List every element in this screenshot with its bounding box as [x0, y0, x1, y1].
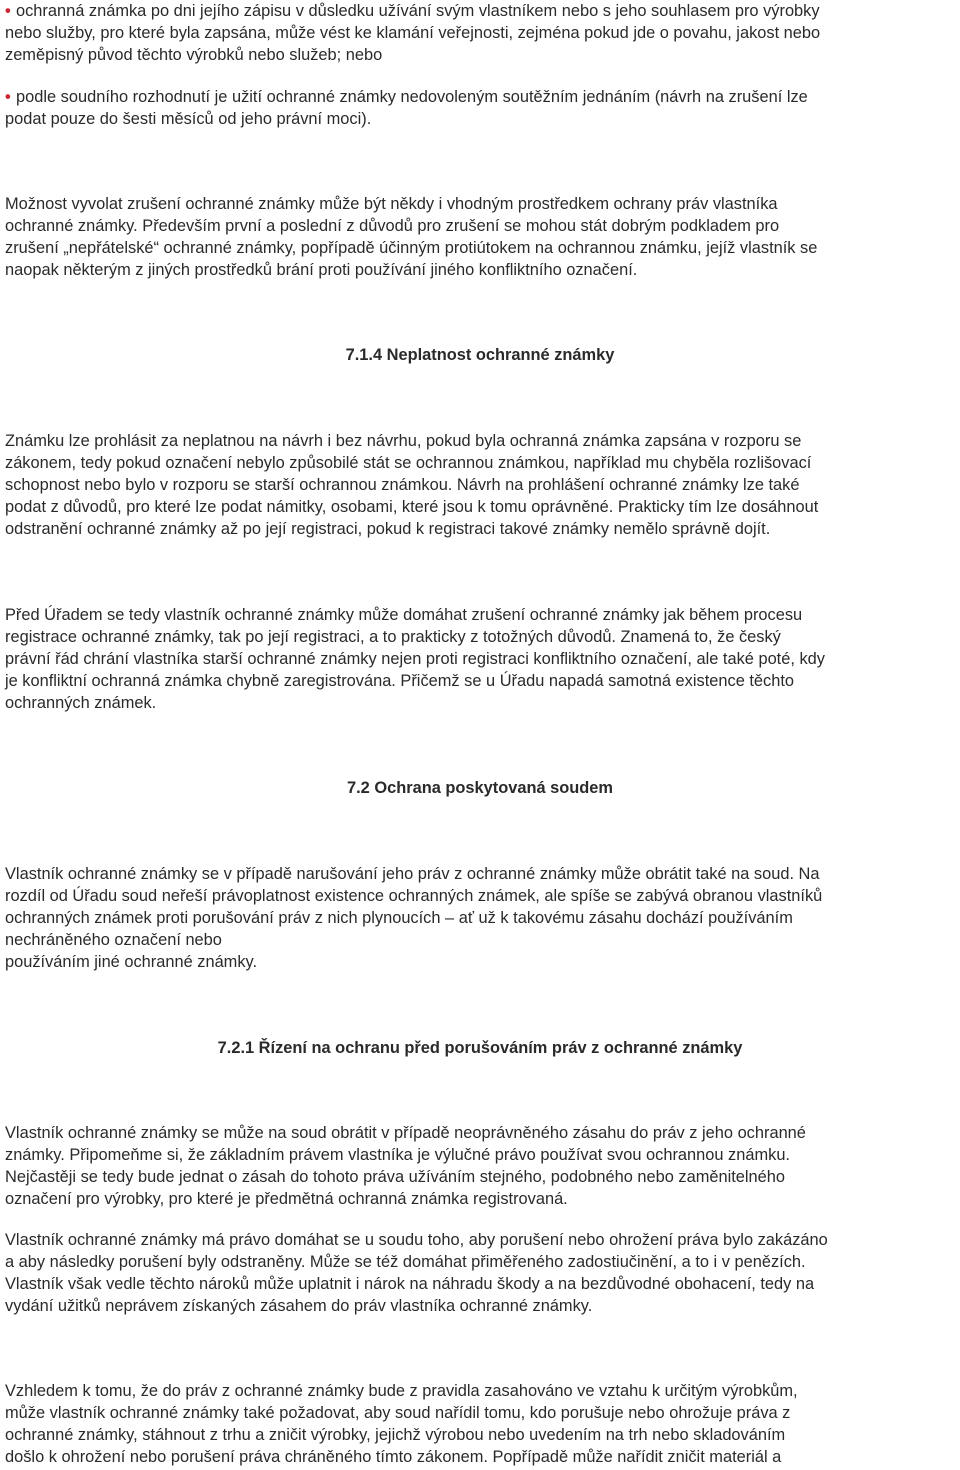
paragraph-line: podat z důvodů, pro které lze podat námitky, osobami, které jsou k tomu oprávněné. Prakticky tím lze dosáhnout [5, 498, 819, 516]
paragraph-6 [5, 1229, 955, 1317]
paragraph-line: Vlastník ochranné známky se v případě narušování jeho práv z ochranné známky může obrátit také na soud. Na [5, 865, 820, 883]
bullet-line: podat pouze do šesti měsíců od jeho právní moci). [5, 110, 372, 128]
paragraph-line: ochranných známek. [5, 694, 157, 712]
paragraph-line: registrace ochranné známky, tak po její registraci, a to prakticky z totožných důvodů. Znamená to, že český [5, 628, 781, 646]
paragraph-line: Vlastník však vedle těchto nároků může uplatnit i nárok na náhradu škody a na bezdůvodné obohacení, tedy na [5, 1275, 815, 1293]
paragraph-line: schopnost nebo bylo v rozporu se starší ochrannou známkou. Návrh na prohlášení ochranné známky lze také [5, 476, 800, 494]
bullet-text: podle soudního rozhodnutí je užití ochranné známky nedovoleným soutěžním jednáním (návrh na zrušení lze [16, 88, 808, 106]
paragraph-line: došlo k ohrožení nebo porušení práva chráněného tímto zákonem. Popřípadě může nařídit zničit materiál a [5, 1448, 782, 1466]
section-heading-7-2-1: 7.2.1 Řízení na ochranu před porušováním práv z ochranné známky [217, 1039, 743, 1057]
paragraph-line: Známku lze prohlásit za neplatnou na návrh i bez návrhu, pokud byla ochranná známka zapsána v rozporu se [5, 432, 802, 450]
bullet-item-1 [5, 0, 955, 66]
paragraph-line: je konfliktní ochranná známka chybně zaregistrována. Přičemž se u Úřadu napadá samotná existence těchto [5, 672, 795, 690]
paragraph-4 [5, 863, 955, 973]
paragraph-line: označení pro výrobky, pro které je předmětná ochranná známka registrovaná. [5, 1190, 568, 1208]
paragraph-line: rozdíl od Úřadu soud neřeší právoplatnost existence ochranných známek, ale spíše se zabývá obranou vlastníků [5, 887, 823, 905]
paragraph-1 [5, 193, 955, 281]
paragraph-line: může vlastník ochranné známky také požadovat, aby soud nařídil tomu, kdo porušuje nebo ohrožuje práva z [5, 1404, 791, 1422]
paragraph-line: používáním jiné ochranné známky. [5, 953, 258, 971]
paragraph-7 [5, 1380, 955, 1468]
paragraph-line: ochranných známek proti porušování práv z nich plynoucích – ať už k takovému zásahu dochází používáním [5, 909, 793, 927]
paragraph-line: odstranění ochranné známky až po její registraci, pokud k registraci takové známky nemělo správně dojít. [5, 520, 771, 538]
bullet-line: zeměpisný původ těchto výrobků nebo služeb; nebo [5, 46, 383, 64]
paragraph-line: Před Úřadem se tedy vlastník ochranné známky může domáhat zrušení ochranné známky jak během procesu [5, 606, 803, 624]
bullet-marker: • [5, 88, 11, 106]
paragraph-line: vydání užitků neprávem získaných zásahem do práv vlastníka ochranné známky. [5, 1297, 593, 1315]
paragraph-line: právní řád chrání vlastníka starší ochranné známky nejen proti registraci konfliktního označení, ale také poté, kdy [5, 650, 825, 668]
paragraph-line: nechráněného označení nebo [5, 931, 222, 949]
paragraph-2 [5, 430, 955, 540]
paragraph-line: ochranné známky, stáhnout z trhu a zničit výrobky, jejichž výrobou nebo uvedením na trh nebo skladováním [5, 1426, 786, 1444]
paragraph-line: známky. Připomeňme si, že základním právem vlastníka je výlučné právo používat svou ochrannou známku. [5, 1146, 790, 1164]
bullet-marker: • [5, 2, 11, 20]
paragraph-line: zrušení „nepřátelské“ ochranné známky, popřípadě účinným protiútokem na ochrannou známku, jejíž vlastník se [5, 239, 818, 257]
paragraph-line: Vlastník ochranné známky má právo domáhat se u soudu toho, aby porušení nebo ohrožení práva bylo zakázáno [5, 1231, 828, 1249]
bullet-text: ochranná známka po dni jejího zápisu v důsledku užívání svým vlastníkem nebo s jeho souhlasem pro výrobky [16, 2, 820, 20]
paragraph-line: zákonem, tedy pokud označení nebylo způsobilé stát se ochrannou známkou, například mu chyběla rozlišovací [5, 454, 812, 472]
paragraph-line: Vlastník ochranné známky se může na soud obrátit v případě neoprávněného zásahu do práv z jeho ochranné [5, 1124, 806, 1142]
paragraph-line: a aby následky porušení byly odstraněny. Může se též domáhat přiměřeného zadostiučinění, a to i v penězích. [5, 1253, 806, 1271]
paragraph-line: ochranné známky. Především první a poslední z důvodů pro zrušení se mohou stát dobrým podkladem pro [5, 217, 780, 235]
paragraph-line: Nejčastěji se tedy bude jednat o zásah do tohoto práva užíváním stejného, podobného nebo zaměnitelného [5, 1168, 786, 1186]
bullet-line [5, 86, 955, 108]
section-heading-7-1-4: 7.1.4 Neplatnost ochranné známky [345, 346, 615, 364]
paragraph-line: naopak některým z jiných prostředků brání proti používání jiného konfliktního označení. [5, 261, 638, 279]
paragraph-line: Vzhledem k tomu, že do práv z ochranné známky bude z pravidla zasahováno ve vztahu k určitým výrobkům, [5, 1382, 798, 1400]
paragraph-3 [5, 604, 955, 714]
bullet-line [5, 0, 955, 22]
bullet-line: nebo služby, pro které byla zapsána, může vést ke klamání veřejnosti, zejména pokud jde o povahu, jakost nebo [5, 24, 821, 42]
bullet-item-2 [5, 86, 955, 130]
paragraph-line: Možnost vyvolat zrušení ochranné známky může být někdy i vhodným prostředkem ochrany práv vlastníka [5, 195, 778, 213]
section-heading-7-2: 7.2 Ochrana poskytovaná soudem [347, 779, 613, 797]
paragraph-5 [5, 1122, 955, 1210]
